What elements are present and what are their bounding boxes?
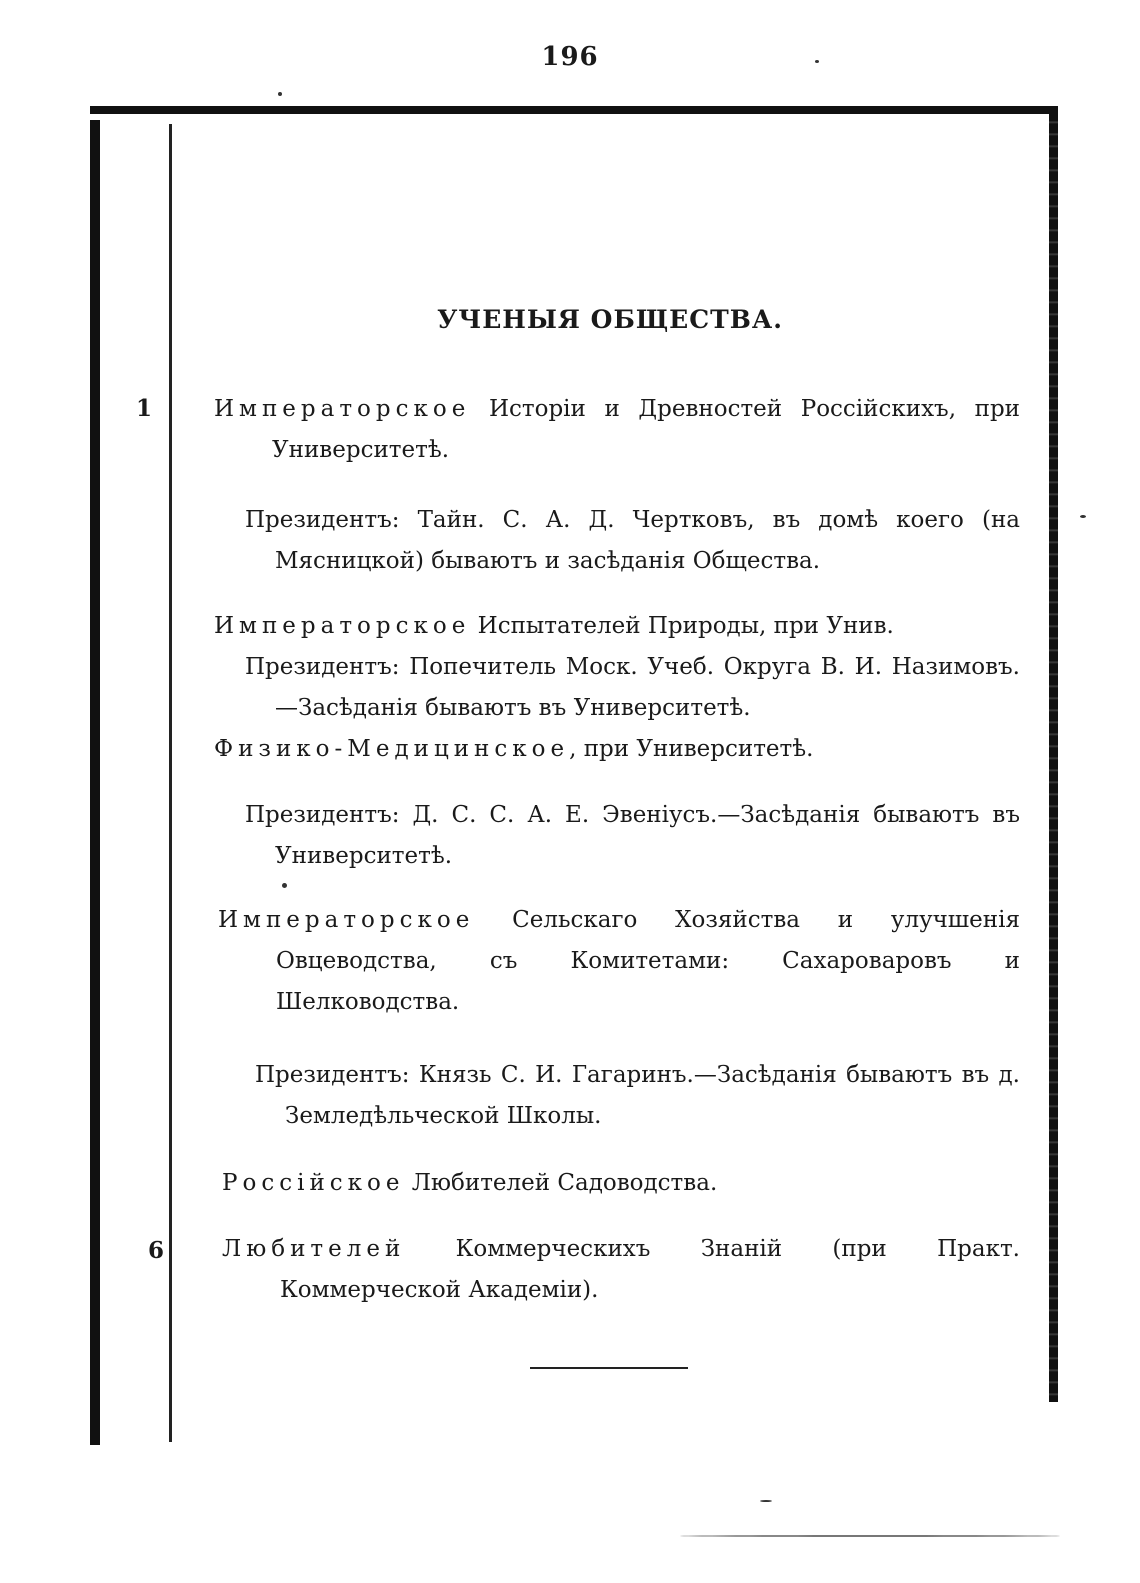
society-entry — [222, 1163, 1020, 1204]
society-type: Физико-Медицинское — [214, 736, 570, 762]
society-name: Любителей Садоводства. — [404, 1170, 718, 1196]
scan-speck — [815, 60, 819, 63]
society-name: Коммерческихъ Знаній (при Практ. Коммерческой Академіи). — [280, 1236, 1020, 1303]
president-entry — [245, 647, 1020, 729]
end-rule — [530, 1367, 688, 1369]
society-type: Императорское — [214, 613, 471, 639]
society-entry — [222, 1229, 1020, 1311]
society-entry — [214, 729, 1020, 770]
president-entry — [245, 795, 1020, 877]
society-name: Сельскаго Хозяйства и улучшенія Овцеводства, съ Комитетами: Сахароваровъ и Шелководства. — [276, 907, 1020, 1015]
scan-speck — [1080, 515, 1086, 518]
section-heading: УЧЕНЫЯ ОБЩЕСТВА. — [437, 305, 783, 334]
society-entry — [218, 900, 1020, 1023]
society-entry — [214, 389, 1020, 471]
frame-top-rule — [90, 106, 1058, 114]
scan-speck — [680, 1535, 1060, 1537]
scan-speck — [282, 883, 287, 888]
president-entry — [255, 1055, 1020, 1137]
society-type: Императорское — [218, 907, 475, 933]
society-name: Испытателей Природы, при Унив. — [470, 613, 894, 639]
scan-speck — [278, 92, 282, 96]
frame-right-rule — [1049, 112, 1058, 1402]
president-text: Президентъ: Попечитель Моск. Учеб. Округа В. И. Назимовъ.—Засѣданія бываютъ въ Университетѣ. — [245, 654, 1020, 721]
president-text: Президентъ: Князь С. И. Гагаринъ.—Засѣданія бываютъ въ д. Земледѣльческой Школы. — [255, 1062, 1020, 1129]
president-text: Президентъ: Тайн. С. А. Д. Чертковъ, въ домѣ коего (на Мясницкой) бываютъ и засѣданія Общества. — [245, 507, 1020, 574]
society-type: Любителей — [222, 1236, 406, 1262]
frame-left-rule — [90, 120, 100, 1445]
scan-speck — [760, 1500, 772, 1502]
society-entry — [214, 606, 1020, 647]
society-name: Исторіи и Древностей Россійскихъ, при Университетѣ. — [272, 396, 1020, 463]
society-name: , при Университетѣ. — [569, 736, 814, 762]
president-text: Президентъ: Д. С. С. А. Е. Эвеніусъ.—Засѣданія бываютъ въ Университетѣ. — [245, 802, 1020, 869]
president-entry — [245, 500, 1020, 582]
margin-number-6: 6 — [148, 1237, 165, 1264]
society-type: Императорское — [214, 396, 471, 422]
page-number: 196 — [541, 42, 599, 72]
society-type: Россійское — [222, 1170, 405, 1196]
margin-number-1: 1 — [136, 395, 153, 422]
